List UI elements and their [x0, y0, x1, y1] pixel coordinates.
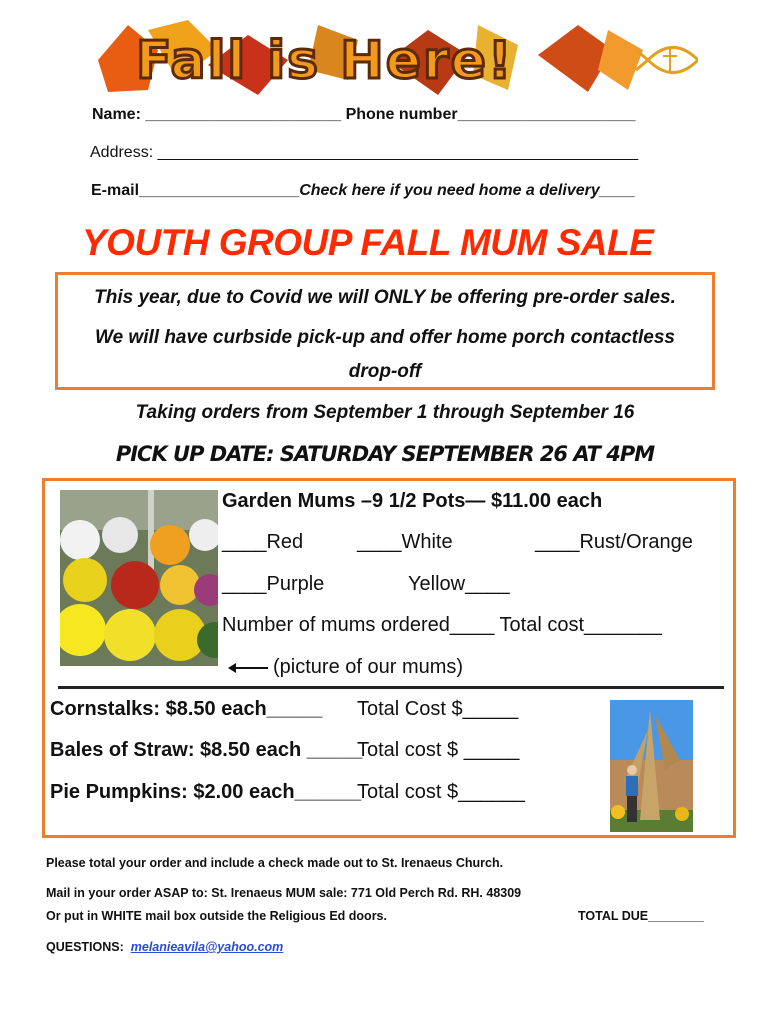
notice-line-1: This year, due to Covid we will ONLY be offering pre-order sales.	[94, 287, 676, 308]
ichthys-icon	[636, 48, 698, 73]
notice-box	[55, 272, 715, 390]
cornstalk-photo	[610, 700, 693, 832]
total-due[interactable]: TOTAL DUE________	[578, 909, 704, 923]
option-purple[interactable]: ____Purple	[222, 573, 325, 595]
name-phone-line[interactable]: Name: ______________________ Phone number____________________	[92, 106, 636, 123]
delivery-checkbox-label[interactable]: Check here if you need home a delivery____	[299, 182, 636, 199]
option-rust-orange[interactable]: ____Rust/Orange	[535, 531, 693, 553]
option-yellow[interactable]: Yellow____	[408, 573, 510, 595]
contact-email-link[interactable]: melanieavila@yahoo.com	[130, 940, 284, 954]
mums-count-total[interactable]: Number of mums ordered____ Total cost_______	[222, 614, 662, 636]
mums-photo	[60, 490, 218, 666]
pumpkins-label[interactable]: Pie Pumpkins: $2.00 each______	[50, 781, 362, 803]
option-red[interactable]: ____Red	[222, 531, 304, 553]
leaf-shape	[598, 30, 643, 90]
section-divider	[58, 686, 724, 689]
page-title: YOUTH GROUP FALL MUM SALE	[82, 222, 654, 263]
banner-title: Fall is Here!	[136, 31, 514, 91]
arrow-left-icon	[228, 661, 268, 673]
banner-graphic	[88, 20, 698, 100]
questions-label: QUESTIONS:	[46, 940, 124, 954]
fall-banner	[88, 20, 698, 100]
notice-line-2: We will have curbside pick-up and offer home porch contactless	[95, 327, 675, 348]
pickup-date: PICK UP DATE: SATURDAY SEPTEMBER 26 AT 4PM	[115, 442, 655, 466]
address-line[interactable]: Address: ______________________________________________________	[90, 144, 639, 161]
questions-line	[46, 940, 283, 954]
notice-line-3: drop-off	[348, 361, 422, 382]
email-delivery-line	[91, 182, 635, 200]
mums-heading: Garden Mums –9 1/2 Pots— $11.00 each	[222, 490, 603, 512]
straw-total[interactable]: Total cost $ _____	[357, 739, 520, 761]
pumpkins-total[interactable]: Total cost $______	[357, 781, 525, 803]
option-white[interactable]: ____White	[357, 531, 453, 553]
footer-mail-address: Mail in your order ASAP to: St. Irenaeus MUM sale: 771 Old Perch Rd. RH. 48309	[46, 886, 522, 900]
cornstalks-total[interactable]: Total Cost $_____	[357, 698, 519, 720]
cornstalks-label[interactable]: Cornstalks: $8.50 each_____	[50, 698, 323, 720]
taking-orders-text: Taking orders from September 1 through September 16	[135, 402, 635, 423]
email-field[interactable]: E-mail__________________	[91, 182, 300, 199]
footer-instruction: Please total your order and include a check made out to St. Irenaeus Church.	[46, 856, 504, 870]
footer-mailbox: Or put in WHITE mail box outside the Religious Ed doors.	[46, 909, 387, 923]
picture-note: (picture of our mums)	[273, 656, 464, 678]
straw-label[interactable]: Bales of Straw: $8.50 each _____	[50, 739, 363, 761]
